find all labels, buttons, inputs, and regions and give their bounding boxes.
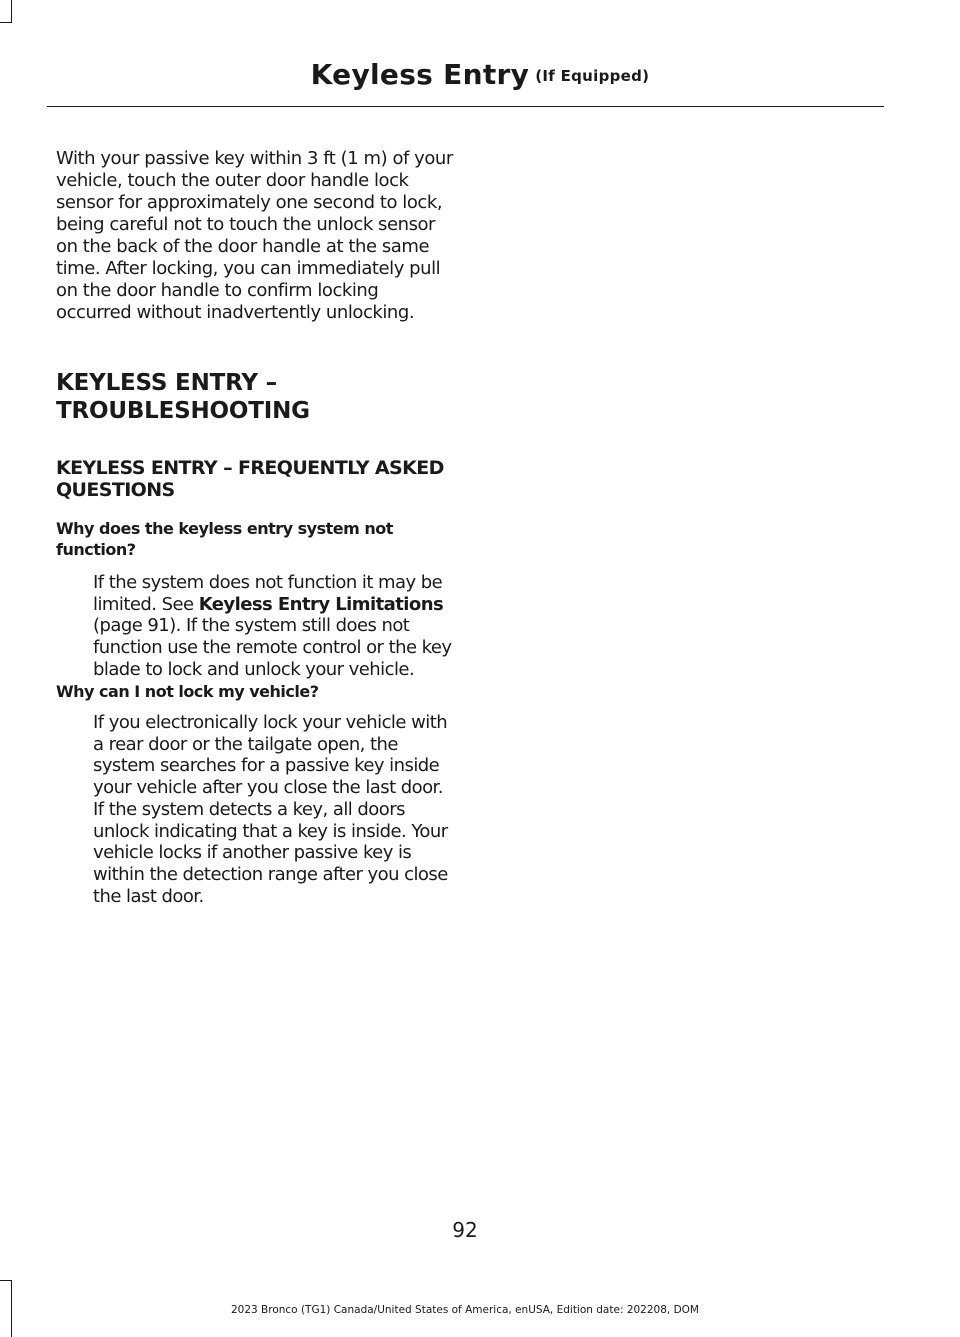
faq-question-1: Why does the keyless entry system not function? xyxy=(56,519,393,559)
intro-paragraph: With your passive key within 3 ft (1 m) of your vehicle, touch the outer door handle lock sensor for approximately one second to lock, being careful not to touch the unlock sensor on the back of the door handle at the same time. After locking, you can immediately pull on the door handle to confirm locking occurred without inadvertently unlocking. xyxy=(56,148,453,323)
faq-answer-1-before: If the system does not function it may be limited. See xyxy=(93,572,443,615)
section-heading-line2: TROUBLESHOOTING xyxy=(56,398,310,424)
keyless-entry-limitations-link[interactable]: Keyless Entry Limitations xyxy=(198,593,444,615)
header-title xyxy=(0,58,960,91)
subsection-heading: KEYLESS ENTRY – FREQUENTLY ASKED QUESTIONS xyxy=(56,457,444,501)
page-footer: 2023 Bronco (TG1) Canada/United States of America, enUSA, Edition date: 202208, DOM xyxy=(230,1304,699,1316)
faq-answer-1-page-ref: (page 91). xyxy=(93,615,181,637)
faq-answer-1 xyxy=(93,572,453,681)
page-number: 92 xyxy=(452,1218,478,1242)
faq-question-2: Why can I not lock my vehicle? xyxy=(56,682,319,701)
header-subtitle: (If Equipped) xyxy=(535,67,650,85)
crop-mark-top-left-vertical xyxy=(11,0,12,22)
header-title-text: Keyless Entry xyxy=(310,58,530,91)
header-divider xyxy=(47,106,884,107)
faq-answer-2: If you electronically lock your vehicle with a rear door or the tailgate open, the system searches for a passive key inside your vehicle after you close the last door. If the system detects a key, all doors unlock indicating that a key is inside. Your vehicle locks if another passive key is within the detection range after you close the last door. xyxy=(93,712,448,907)
faq-answer-1-after: If the system still does not function use the remote control or the key blade to lock and unlock your vehicle. xyxy=(93,615,452,680)
crop-mark-bottom-left-horizontal xyxy=(0,1280,12,1281)
crop-mark-top-left-horizontal xyxy=(0,22,12,23)
section-heading-line1: KEYLESS ENTRY – xyxy=(56,370,277,396)
intro-section xyxy=(56,148,456,324)
